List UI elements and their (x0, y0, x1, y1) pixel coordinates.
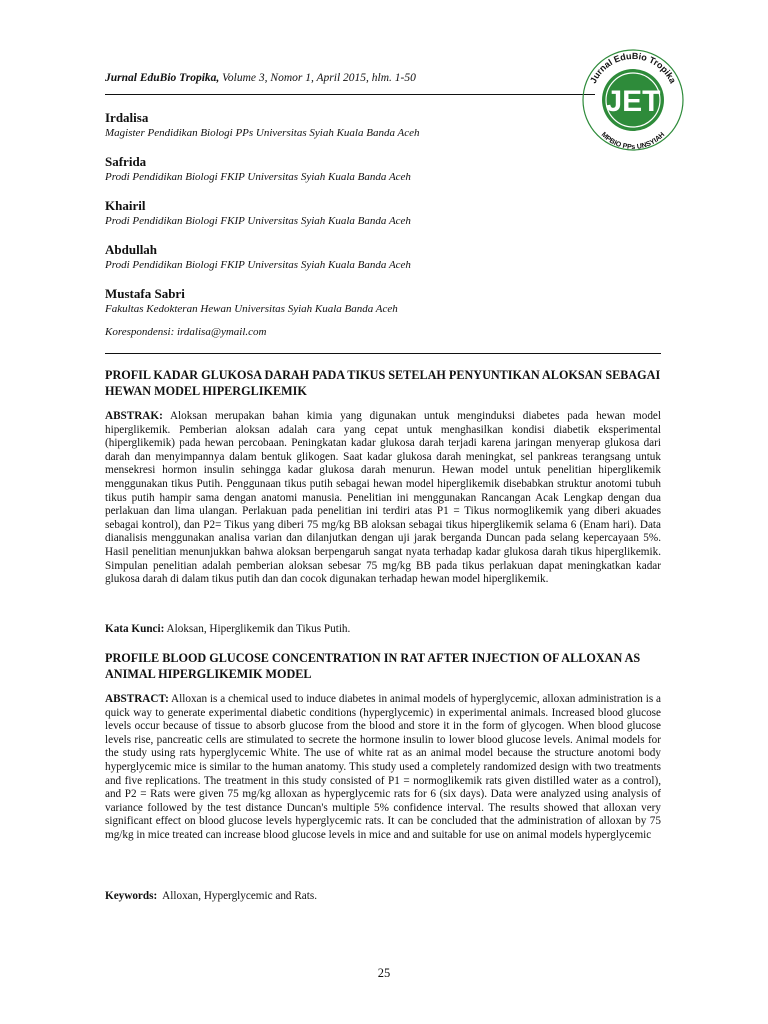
title-indonesian: PROFIL KADAR GLUKOSA DARAH PADA TIKUS SETELAH PENYUNTIKAN ALOKSAN SEBAGAI HEWAN MODEL HIPERGLIKEMIK (105, 368, 661, 398)
abstract-body: Aloksan merupakan bahan kimia yang digunakan untuk menginduksi diabetes pada hewan model hiperglikemik. Pemberian aloksan adalah cara yang cepat untuk menghasilkan kondisi diabetik eksperimental (hiperglikemik) pada hewan percobaan. Peningkatan kadar glukosa darah terjadi karena jaringan menyerap glukosa dari darah dan menyimpannya dalam bentuk glikogen. Saat kadar glukosa darah meningkat, sel pankreas terangsang untuk mensekresi hormon insulin sehingga kadar glukosa darah menurun. Hewan model untuk penelitian hiperglikemik menggunakan tikus Putih. Penggunaan tikus putih sebagai hewan model hiperglikemik disebabkan struktur anotomi tubuh tikus putih hampir sama dengan anatomi manusia. Penelitian ini menggunakan Rancangan Acak Lengkap dengan dua perlakuan dan lima ulangan. Perlakuan pada penelitian ini terdiri atas P1 = Tikus normoglikemik yang diberi akuades sebagai kontrol), dan P2= Tikus yang diberi 75 mg/kg BB aloksan sebagai tikus hiperglikemik selama 6 (Enam hari). Data dianalisis menggunakan analisa varian dan dilanjutkan dengan uji jarak berganda Duncan pada selang kepercayaan 5%. Hasil penelitian menunjukkan bahwa aloksan berpengaruh sangat nyata terhadap kadar glukosa darah tikus hiperglikemik. Simpulan penelitian adalah pemberian aloksan sebesar 75 mg/kg BB pada tikus perlakuan dapat meningkatkan kadar glukosa darah di dalam tikus putih dan dan cocok digunakan terhadap hewan model hiperglikemik. (105, 410, 661, 586)
author-list (105, 110, 665, 330)
keywords-label: Kata Kunci: (105, 623, 165, 635)
author-name: Abdullah (105, 242, 158, 257)
correspondence-email: Korespondensi: irdalisa@ymail.com (105, 326, 267, 338)
author-entry (105, 242, 665, 272)
author-affiliation: Prodi Pendidikan Biologi FKIP Universitas Syiah Kuala Banda Aceh (105, 171, 411, 183)
author-entry (105, 198, 665, 228)
logo-ring-top: Jurnal EduBio Tropika (588, 50, 678, 85)
author-affiliation: Prodi Pendidikan Biologi FKIP Universitas Syiah Kuala Banda Aceh (105, 259, 411, 271)
keywords-indonesian (105, 622, 661, 636)
keywords-body: Alloxan, Hyperglycemic and Rats. (157, 890, 318, 902)
page-number: 25 (377, 966, 391, 980)
abstract-label: ABSTRAK: (105, 410, 163, 422)
author-entry (105, 110, 665, 140)
author-name: Khairil (105, 198, 146, 213)
keywords-english (105, 889, 661, 903)
keywords-label: Keywords: (105, 890, 158, 902)
author-affiliation: Prodi Pendidikan Biologi FKIP Universitas Syiah Kuala Banda Aceh (105, 215, 411, 227)
abstract-label: ABSTRACT: (105, 693, 169, 705)
journal-citation (105, 72, 416, 84)
title-english: PROFILE BLOOD GLUCOSE CONCENTRATION IN RAT AFTER INJECTION OF ALLOXAN AS ANIMAL HIPERGLIKEMIK MODEL (105, 651, 641, 681)
section-rule (105, 353, 661, 354)
author-name: Mustafa Sabri (105, 286, 185, 301)
journal-name: Jurnal EduBio Tropika, (105, 72, 220, 84)
author-affiliation: Fakultas Kedokteran Hewan Universitas Syiah Kuala Banda Aceh (105, 303, 398, 315)
author-entry (105, 286, 665, 316)
author-entry (105, 154, 665, 184)
header-rule (105, 94, 595, 95)
logo-letters: JET (605, 85, 661, 118)
journal-issue: Volume 3, Nomor 1, April 2015, hlm. 1-50 (219, 72, 416, 84)
abstract-body: Alloxan is a chemical used to induce diabetes in animal models of hyperglycemic, alloxan administration is a quick way to generate experimental diabetic conditions (hyperglycemic) in experimental animals. Increased blood glucose levels occur because of tissue to absorb glucose from the blood and store it in the form of glycogen. When blood glucose levels rise, pancreatic cells are stimulated to secrete the hormone insulin to lower blood glucose levels. Animal models for the study using rats hyperglycemic White. The use of white rat as an animal model because the structure anotomi body hyperglycemic mice is similar to the human anatomy. This study used a completely randomized design with two treatments and five replications. The treatment in this study consisted of P1 = normoglikemik rats given distilled water as a control), and P2 = Rats were given 75 mg/kg alloxan as hyperglycemic rats for 6 (six days). Data were analyzed using analysis of variance followed by the test distance Duncan's multiple 5% confidence interval. The results showed that alloxan very significant effect on blood glucose levels hyperglycemic rats. It can be concluded that the administration of alloxan by 75 mg/kg in mice treated can increase blood glucose levels in mice and and suitable for use on animal models hyperglycemic (105, 693, 661, 841)
abstract-english (105, 693, 661, 843)
author-name: Safrida (105, 154, 147, 169)
author-affiliation: Magister Pendidikan Biologi PPs Universitas Syiah Kuala Banda Aceh (105, 127, 420, 139)
abstract-indonesian (105, 410, 661, 587)
logo-ring-bottom: MPBIO PPs UNSYIAH (599, 131, 667, 152)
keywords-body: Aloksan, Hiperglikemik dan Tikus Putih. (164, 623, 351, 635)
author-name: Irdalisa (105, 110, 149, 125)
